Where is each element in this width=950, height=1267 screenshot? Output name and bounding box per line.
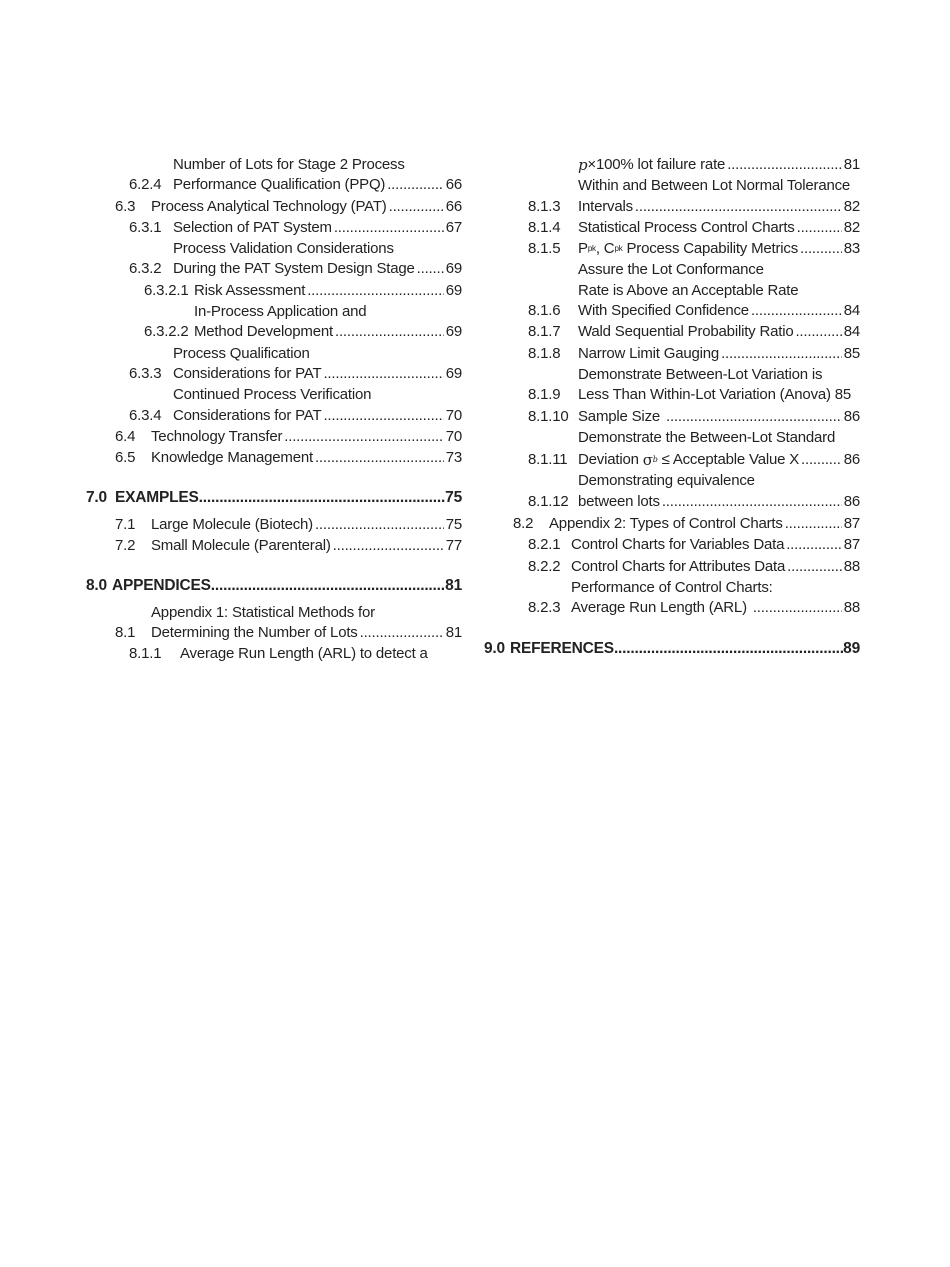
toc-number: 8.2	[513, 515, 534, 533]
toc-title: Process Validation Considerations	[173, 240, 394, 258]
toc-page-number: 75	[445, 515, 462, 533]
toc-page-number: 75	[445, 489, 462, 507]
toc-number: 6.3.2.2	[144, 323, 189, 341]
toc-page-number: 85	[843, 344, 860, 362]
toc-title: Process Analytical Technology (PAT)	[151, 197, 387, 215]
toc-title: Appendix 2: Types of Control Charts	[549, 515, 783, 533]
toc-entry-6-3-1[interactable]	[129, 218, 462, 238]
toc-title: ×100% lot failure rate	[587, 156, 726, 173]
toc-leader	[284, 427, 443, 447]
toc-number: 6.2.4	[129, 176, 162, 194]
toc-title: Narrow Limit Gauging	[578, 344, 720, 362]
toc-number: 6.4	[115, 427, 136, 445]
toc-leader	[797, 218, 842, 238]
toc-title: Control Charts for Attributes Data	[571, 557, 786, 575]
toc-number: 9.0	[484, 639, 505, 657]
toc-title: Performance Qualification (PPQ)	[173, 176, 386, 194]
toc-title: , C	[595, 240, 615, 258]
toc-number: 8.1	[115, 623, 136, 641]
toc-entry-8-1-3[interactable]	[528, 176, 860, 217]
toc-entry-8-1-7[interactable]	[528, 322, 860, 342]
toc-page-number: 66	[445, 176, 462, 194]
toc-number: 8.1.5	[528, 240, 561, 258]
toc-entry-8-1-8[interactable]	[528, 344, 860, 364]
toc-title: In-Process Application and	[194, 303, 367, 321]
toc-title: Deviation	[578, 451, 639, 469]
toc-title: Rate is Above an Acceptable Rate	[578, 281, 799, 299]
toc-entry-9-0[interactable]	[484, 639, 860, 659]
toc-title: EXAMPLES	[115, 489, 199, 507]
toc-page-number: 89	[843, 639, 860, 657]
toc-number: 6.3	[115, 197, 136, 215]
toc-title: Technology Transfer	[151, 427, 283, 445]
toc-title: Average Run Length (ARL) to detect a	[180, 645, 428, 663]
toc-number: 6.3.2	[129, 260, 162, 278]
toc-leader	[801, 450, 842, 470]
toc-number: 8.1.11	[528, 451, 568, 469]
toc-title: Demonstrate the Between-Lot Standard	[578, 428, 836, 446]
toc-entry-7-2[interactable]	[115, 536, 462, 556]
toc-title: Performance of Control Charts:	[571, 578, 773, 596]
toc-title: Less Than Within-Lot Variation (Anova)	[578, 386, 831, 404]
toc-title: Selection of PAT System	[173, 218, 332, 236]
toc-title: between lots	[578, 492, 660, 510]
toc-title: During the PAT System Design Stage	[173, 260, 415, 278]
toc-title: With Specified Confidence	[578, 302, 749, 320]
toc-entry-8-2-2[interactable]	[528, 557, 860, 577]
toc-number: 7.1	[115, 515, 136, 533]
toc-title: Knowledge Management	[151, 449, 313, 467]
toc-entry-8-1-4[interactable]	[528, 218, 860, 238]
toc-title: Appendix 1: Statistical Methods for	[151, 603, 375, 621]
toc-title: Average Run Length (ARL)	[571, 599, 747, 617]
toc-page-number: 87	[843, 536, 860, 554]
toc-page-number: 77	[445, 537, 462, 555]
toc-page-number: 69	[445, 281, 462, 299]
toc-title: Considerations for PAT	[173, 406, 322, 424]
toc-page-number: 86	[843, 492, 860, 510]
toc-title: Intervals	[578, 197, 633, 215]
toc-page-number: 66	[445, 197, 462, 215]
toc-leader	[323, 406, 443, 426]
toc-leader	[199, 488, 445, 508]
toc-title: Method Development	[194, 323, 333, 341]
toc-title-subscript: pk	[587, 244, 596, 254]
toc-number: 8.1.4	[528, 218, 561, 236]
toc-number: 7.2	[115, 537, 136, 555]
toc-entry-8-1-6[interactable]	[528, 260, 860, 321]
toc-title: ≤ Acceptable Value X	[661, 451, 800, 469]
toc-entry-6-3-2-2[interactable]	[144, 302, 462, 343]
toc-leader	[614, 639, 843, 659]
toc-leader	[800, 239, 842, 259]
toc-leader	[417, 259, 444, 279]
toc-number: 6.5	[115, 449, 136, 467]
toc-leader	[323, 364, 443, 384]
toc-title: Wald Sequential Probability Ratio	[578, 323, 794, 341]
toc-title: REFERENCES	[510, 639, 614, 657]
toc-entry-6-3-2-1[interactable]	[144, 281, 462, 301]
toc-entry-8-1-9[interactable]	[528, 365, 860, 406]
toc-number: 8.2.1	[528, 536, 561, 554]
toc-number: 8.2.2	[528, 557, 561, 575]
toc-title: Statistical Process Control Charts	[578, 218, 795, 236]
toc-entry-6-3-3[interactable]	[129, 344, 462, 385]
toc-title: Continued Process Verification	[173, 386, 372, 404]
toc-title: Demonstrating equivalence	[578, 472, 755, 490]
toc-page-number: 87	[843, 515, 860, 533]
toc-entry-8-1-12[interactable]	[528, 471, 860, 512]
toc-title: Large Molecule (Biotech)	[151, 515, 313, 533]
toc-page-number: 70	[445, 427, 462, 445]
toc-page-number: 85	[834, 386, 852, 404]
toc-entry-8-1-1[interactable]	[129, 644, 462, 664]
toc-number: 8.2.3	[528, 599, 561, 617]
toc-leader	[751, 301, 842, 321]
toc-page-number: 73	[445, 449, 462, 467]
toc-page-number: 83	[843, 240, 860, 258]
toc-title: Control Charts for Variables Data	[571, 536, 785, 554]
toc-leader	[315, 448, 444, 468]
toc-title-variable: p	[578, 156, 588, 174]
toc-title: Determining the Number of Lots	[151, 623, 358, 641]
toc-page-number: 69	[445, 260, 462, 278]
toc-leader	[333, 536, 444, 556]
toc-number: 8.1.8	[528, 344, 561, 362]
toc-title: Small Molecule (Parenteral)	[151, 537, 331, 555]
toc-entry-6-3-4[interactable]	[129, 385, 462, 426]
toc-entry-6-4[interactable]	[115, 427, 462, 447]
toc-title: P	[578, 240, 588, 258]
toc-leader	[666, 407, 842, 427]
toc-entry-7-0[interactable]	[86, 488, 462, 508]
toc-page-number: 81	[843, 156, 860, 173]
toc-title: Process Qualification	[173, 344, 310, 362]
toc-entry-8-2[interactable]	[513, 514, 860, 534]
toc-page-number: 70	[445, 406, 462, 424]
toc-title: Number of Lots for Stage 2 Process	[173, 156, 405, 173]
toc-entry-8-2-1[interactable]	[528, 535, 860, 555]
toc-leader	[795, 322, 841, 342]
toc-page-number: 86	[843, 407, 860, 425]
toc-page-number: 88	[843, 557, 860, 575]
toc-leader	[360, 623, 444, 643]
toc-page-number: 81	[445, 577, 462, 595]
toc-title: Risk Assessment	[194, 281, 306, 299]
toc-entry-8-1[interactable]	[115, 603, 462, 644]
toc-leader	[211, 576, 445, 596]
toc-entry-8-1-1-cont[interactable]	[578, 155, 860, 175]
toc-leader	[387, 175, 443, 195]
toc-page-number: 84	[843, 323, 860, 341]
toc-leader	[785, 514, 842, 534]
toc-number: 8.1.10	[528, 407, 569, 425]
toc-page-number: 88	[843, 599, 860, 617]
toc-leader	[727, 155, 842, 175]
toc-leader	[334, 218, 444, 238]
toc-entry-8-1-10[interactable]	[528, 407, 860, 427]
toc-leader	[389, 197, 444, 217]
toc-title: Demonstrate Between-Lot Variation is	[578, 365, 823, 383]
toc-entry-8-0[interactable]	[86, 576, 462, 596]
toc-number: 6.3.2.1	[144, 281, 189, 299]
toc-number: 6.3.1	[129, 218, 162, 236]
toc-entry-6-2-4[interactable]	[129, 155, 462, 196]
toc-right-column	[484, 155, 860, 659]
toc-title: Within and Between Lot Normal Tolerance	[578, 177, 851, 195]
toc-number: 8.1.6	[528, 302, 561, 320]
toc-page-number: 69	[445, 364, 462, 382]
sigma-symbol: σ	[642, 451, 653, 470]
toc-entry-6-3-2[interactable]	[129, 239, 462, 280]
toc-number: 8.1.9	[528, 386, 561, 404]
toc-number: 7.0	[86, 489, 107, 507]
toc-number: 8.1.3	[528, 197, 561, 215]
toc-leader	[721, 344, 842, 364]
toc-leader	[307, 281, 444, 301]
toc-entry-8-1-5[interactable]	[528, 239, 860, 259]
toc-page-number: 67	[445, 218, 462, 236]
toc-entry-8-2-3[interactable]	[528, 578, 860, 619]
toc-page-number: 81	[445, 623, 462, 641]
toc-page-number: 84	[843, 302, 860, 320]
toc-title: Considerations for PAT	[173, 364, 322, 382]
toc-number: 8.1.1	[129, 645, 162, 663]
toc-left-column	[86, 155, 462, 665]
toc-entry-6-3[interactable]	[115, 197, 462, 217]
toc-page-number: 82	[843, 197, 860, 215]
toc-title: Assure the Lot Conformance	[578, 261, 764, 279]
toc-entry-8-1-11[interactable]	[528, 428, 860, 471]
toc-leader	[753, 598, 842, 618]
toc-title: Sample Size	[578, 407, 661, 425]
toc-title-subscript: b	[652, 455, 658, 465]
toc-page-number: 69	[445, 323, 462, 341]
toc-number: 6.3.4	[129, 406, 162, 424]
toc-page-number: 86	[843, 451, 860, 469]
toc-entry-6-5[interactable]	[115, 448, 462, 468]
toc-leader	[662, 492, 842, 512]
toc-leader	[335, 322, 444, 342]
toc-leader	[787, 557, 842, 577]
toc-title: APPENDICES	[112, 577, 211, 595]
toc-number: 8.1.12	[528, 492, 569, 510]
toc-number: 8.0	[86, 577, 107, 595]
toc-number: 6.3.3	[129, 364, 162, 382]
toc-leader	[786, 535, 841, 555]
toc-leader	[635, 197, 842, 217]
toc-page-number: 82	[843, 218, 860, 236]
toc-entry-7-1[interactable]	[115, 515, 462, 535]
toc-title-subscript: pk	[614, 244, 623, 254]
toc-leader	[315, 515, 444, 535]
toc-title: Process Capability Metrics	[626, 240, 799, 258]
toc-number: 8.1.7	[528, 323, 561, 341]
